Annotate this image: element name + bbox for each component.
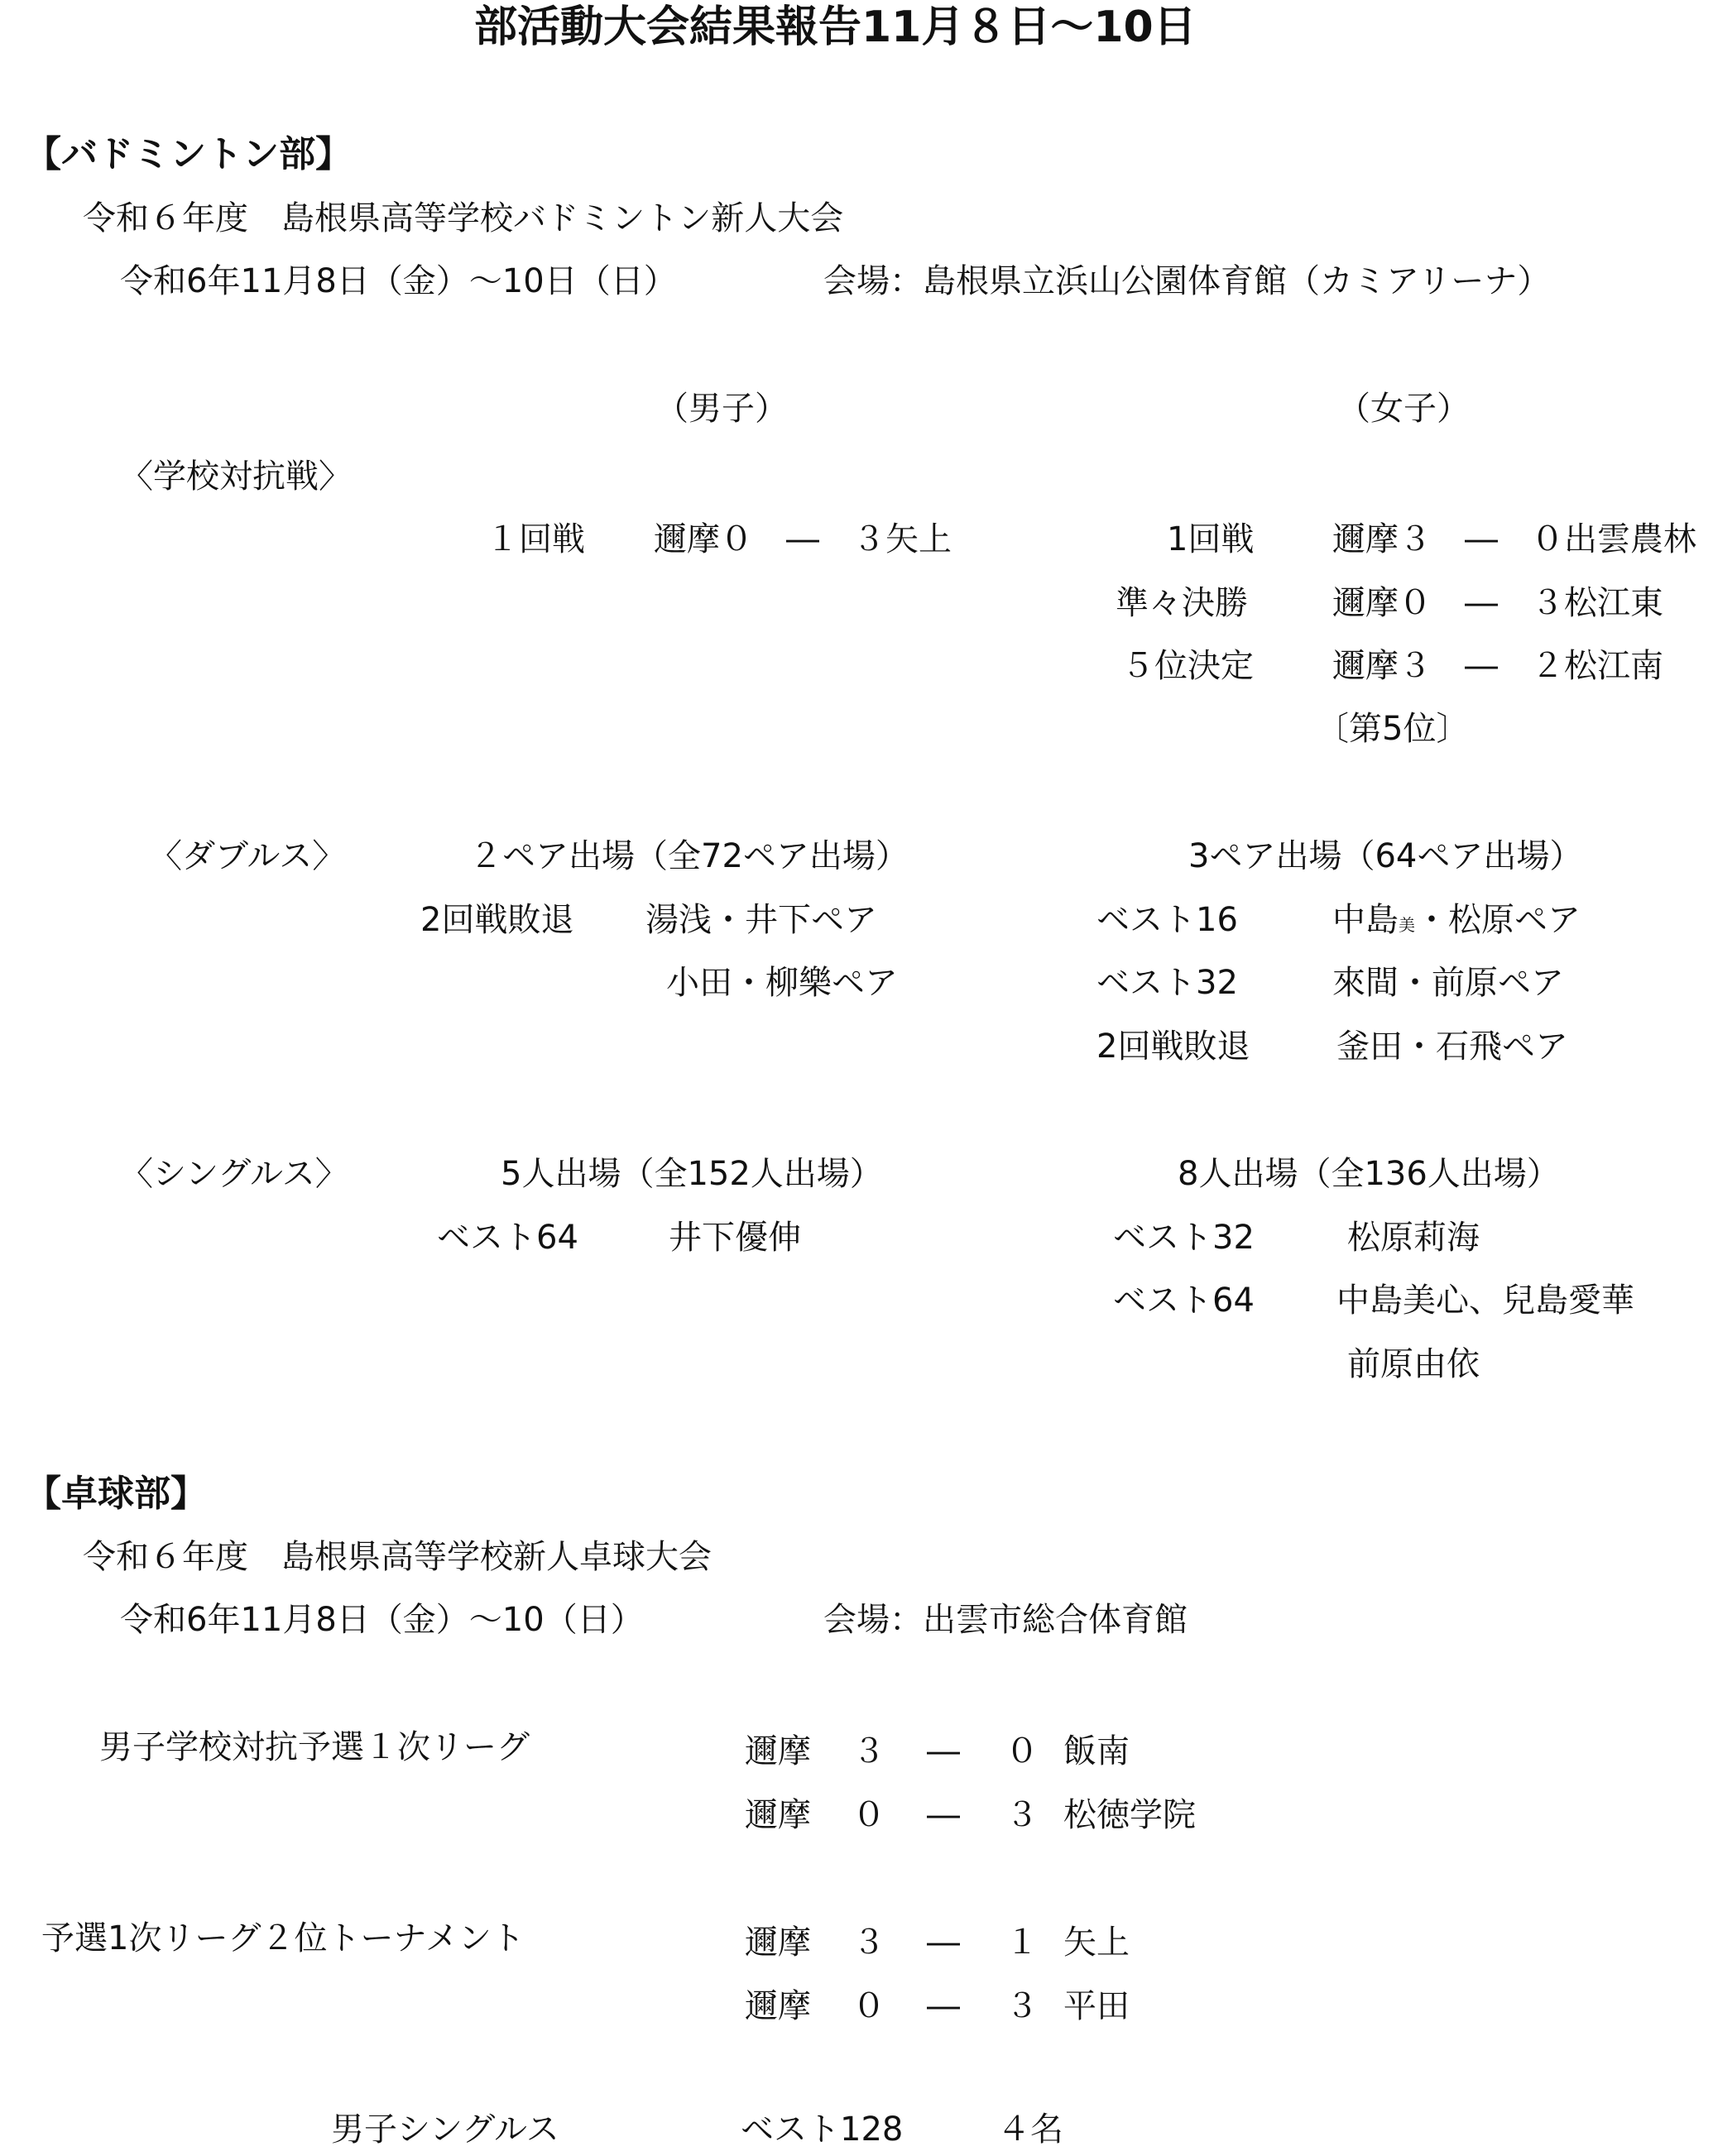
table-tennis-singles-rank: ベスト128 [741,2110,904,2149]
match-score-a: ３ [852,1732,885,1770]
event-date-badminton: 令和6年11月8日（金）～10日（日） [120,262,677,300]
girls-team-round: ５位決定 [1121,647,1254,685]
table-tennis-singles-count: ４名 [997,2110,1063,2149]
boys-team-round: １回戦 [486,520,585,558]
girls-singles-entry: 8人出場（全136人出場） [1178,1155,1560,1193]
girls-team-round: 準々決勝 [1116,584,1248,622]
match-score-b: ３ [1005,1987,1039,2025]
match-score-a: ０ [852,1987,885,2025]
girls-column-label: （女子） [1337,390,1470,428]
girls-doubles-rank: ベスト32 [1096,964,1238,1002]
match-opponent: 飯南 [1063,1732,1130,1770]
boys-singles-names: 井下優伸 [669,1219,801,1257]
boys-doubles-names: 小田・柳樂ペア [666,964,898,1002]
match-score-a: ３ [852,1924,885,1962]
event-date-table-tennis: 令和6年11月8日（金）～10（日） [120,1601,644,1639]
girls-team-final-rank: 〔第5位〕 [1316,710,1470,748]
event-venue-badminton: 会場：島根県立浜山公園体育館（カミアリーナ） [823,262,1551,300]
match-dash: ― [927,1987,960,2025]
boys-doubles-names: 湯浅・井下ペア [645,901,877,939]
match-team: 邇摩 [745,1924,811,1962]
girls-doubles-names: 來間・前原ペア [1332,964,1564,1002]
singles-label: 〈シングルス〉 [120,1155,348,1193]
boys-singles-rank: ベスト64 [437,1219,578,1257]
match-dash: ― [927,1796,960,1834]
match-dash: ― [927,1924,960,1962]
table-tennis-singles-label: 男子シングルス [331,2110,559,2149]
girls-singles-rank: ベスト64 [1113,1282,1255,1320]
girls-singles-names: 前原由依 [1347,1345,1480,1383]
match-score-a: ０ [852,1796,885,1834]
match-team: 邇摩 [745,1732,811,1770]
match-opponent: 矢上 [1063,1924,1130,1962]
boys-doubles-entry: ２ペア出場（全72ペア出場） [469,837,909,875]
team-competition-label: 〈学校対抗戦〉 [120,458,352,496]
match-team: 邇摩 [745,1796,811,1834]
tournament-label: 予選1次リーグ２位トーナメント [41,1919,525,1957]
boys-column-label: （男子） [655,390,788,428]
match-opponent: 平田 [1063,1987,1130,2025]
match-score-b: ０ [1005,1732,1039,1770]
boys-doubles-rank: 2回戦敗退 [420,901,574,939]
girls-singles-rank: ベスト32 [1113,1219,1255,1257]
girls-doubles-rank: 2回戦敗退 [1096,1028,1250,1066]
match-opponent: 松徳学院 [1063,1796,1196,1834]
event-name-badminton: 令和６年度 島根県高等学校バドミントン新人大会 [83,199,844,237]
boys-team-result: 邇摩０ ― ３矢上 [654,520,952,558]
doubles-label: 〈ダブルス〉 [149,837,346,875]
girls-doubles-name-rest: ・松原ペア [1415,901,1581,939]
match-team: 邇摩 [745,1987,811,2025]
girls-doubles-rank: ベスト16 [1096,901,1238,939]
match-score-b: １ [1005,1924,1039,1962]
boys-singles-entry: 5人出場（全152人出場） [501,1155,883,1193]
league-label: 男子学校対抗予選１次リーグ [99,1728,530,1766]
section-heading-table-tennis: 【卓球部】 [25,1473,207,1515]
event-venue-table-tennis: 会場：出雲市総合体育館 [823,1601,1188,1639]
girls-doubles-name-sub: 美 [1399,915,1415,935]
match-dash: ― [927,1732,960,1770]
girls-doubles-names: 釜田・石飛ペア [1336,1028,1568,1066]
girls-doubles-entry: 3ペア出場（64ペア出場） [1188,837,1583,875]
girls-team-result: 邇摩３ ― ０出雲農林 [1332,520,1696,558]
girls-doubles-name-main: 中島 [1332,901,1399,939]
match-score-b: ３ [1005,1796,1039,1834]
section-heading-badminton: 【バドミントン部】 [25,133,353,175]
girls-team-result: 邇摩０ ― ３松江東 [1332,584,1663,622]
girls-team-round: 1回戦 [1167,520,1255,558]
girls-singles-names: 中島美心、兒島愛華 [1336,1282,1634,1320]
page-title: 部活動大会結果報告11月８日～10日 [474,2,1197,52]
girls-team-result: 邇摩３ ― ２松江南 [1332,647,1663,685]
event-name-table-tennis: 令和６年度 島根県高等学校新人卓球大会 [83,1538,712,1576]
girls-doubles-names [1332,900,1581,940]
girls-singles-names: 松原莉海 [1347,1219,1480,1257]
